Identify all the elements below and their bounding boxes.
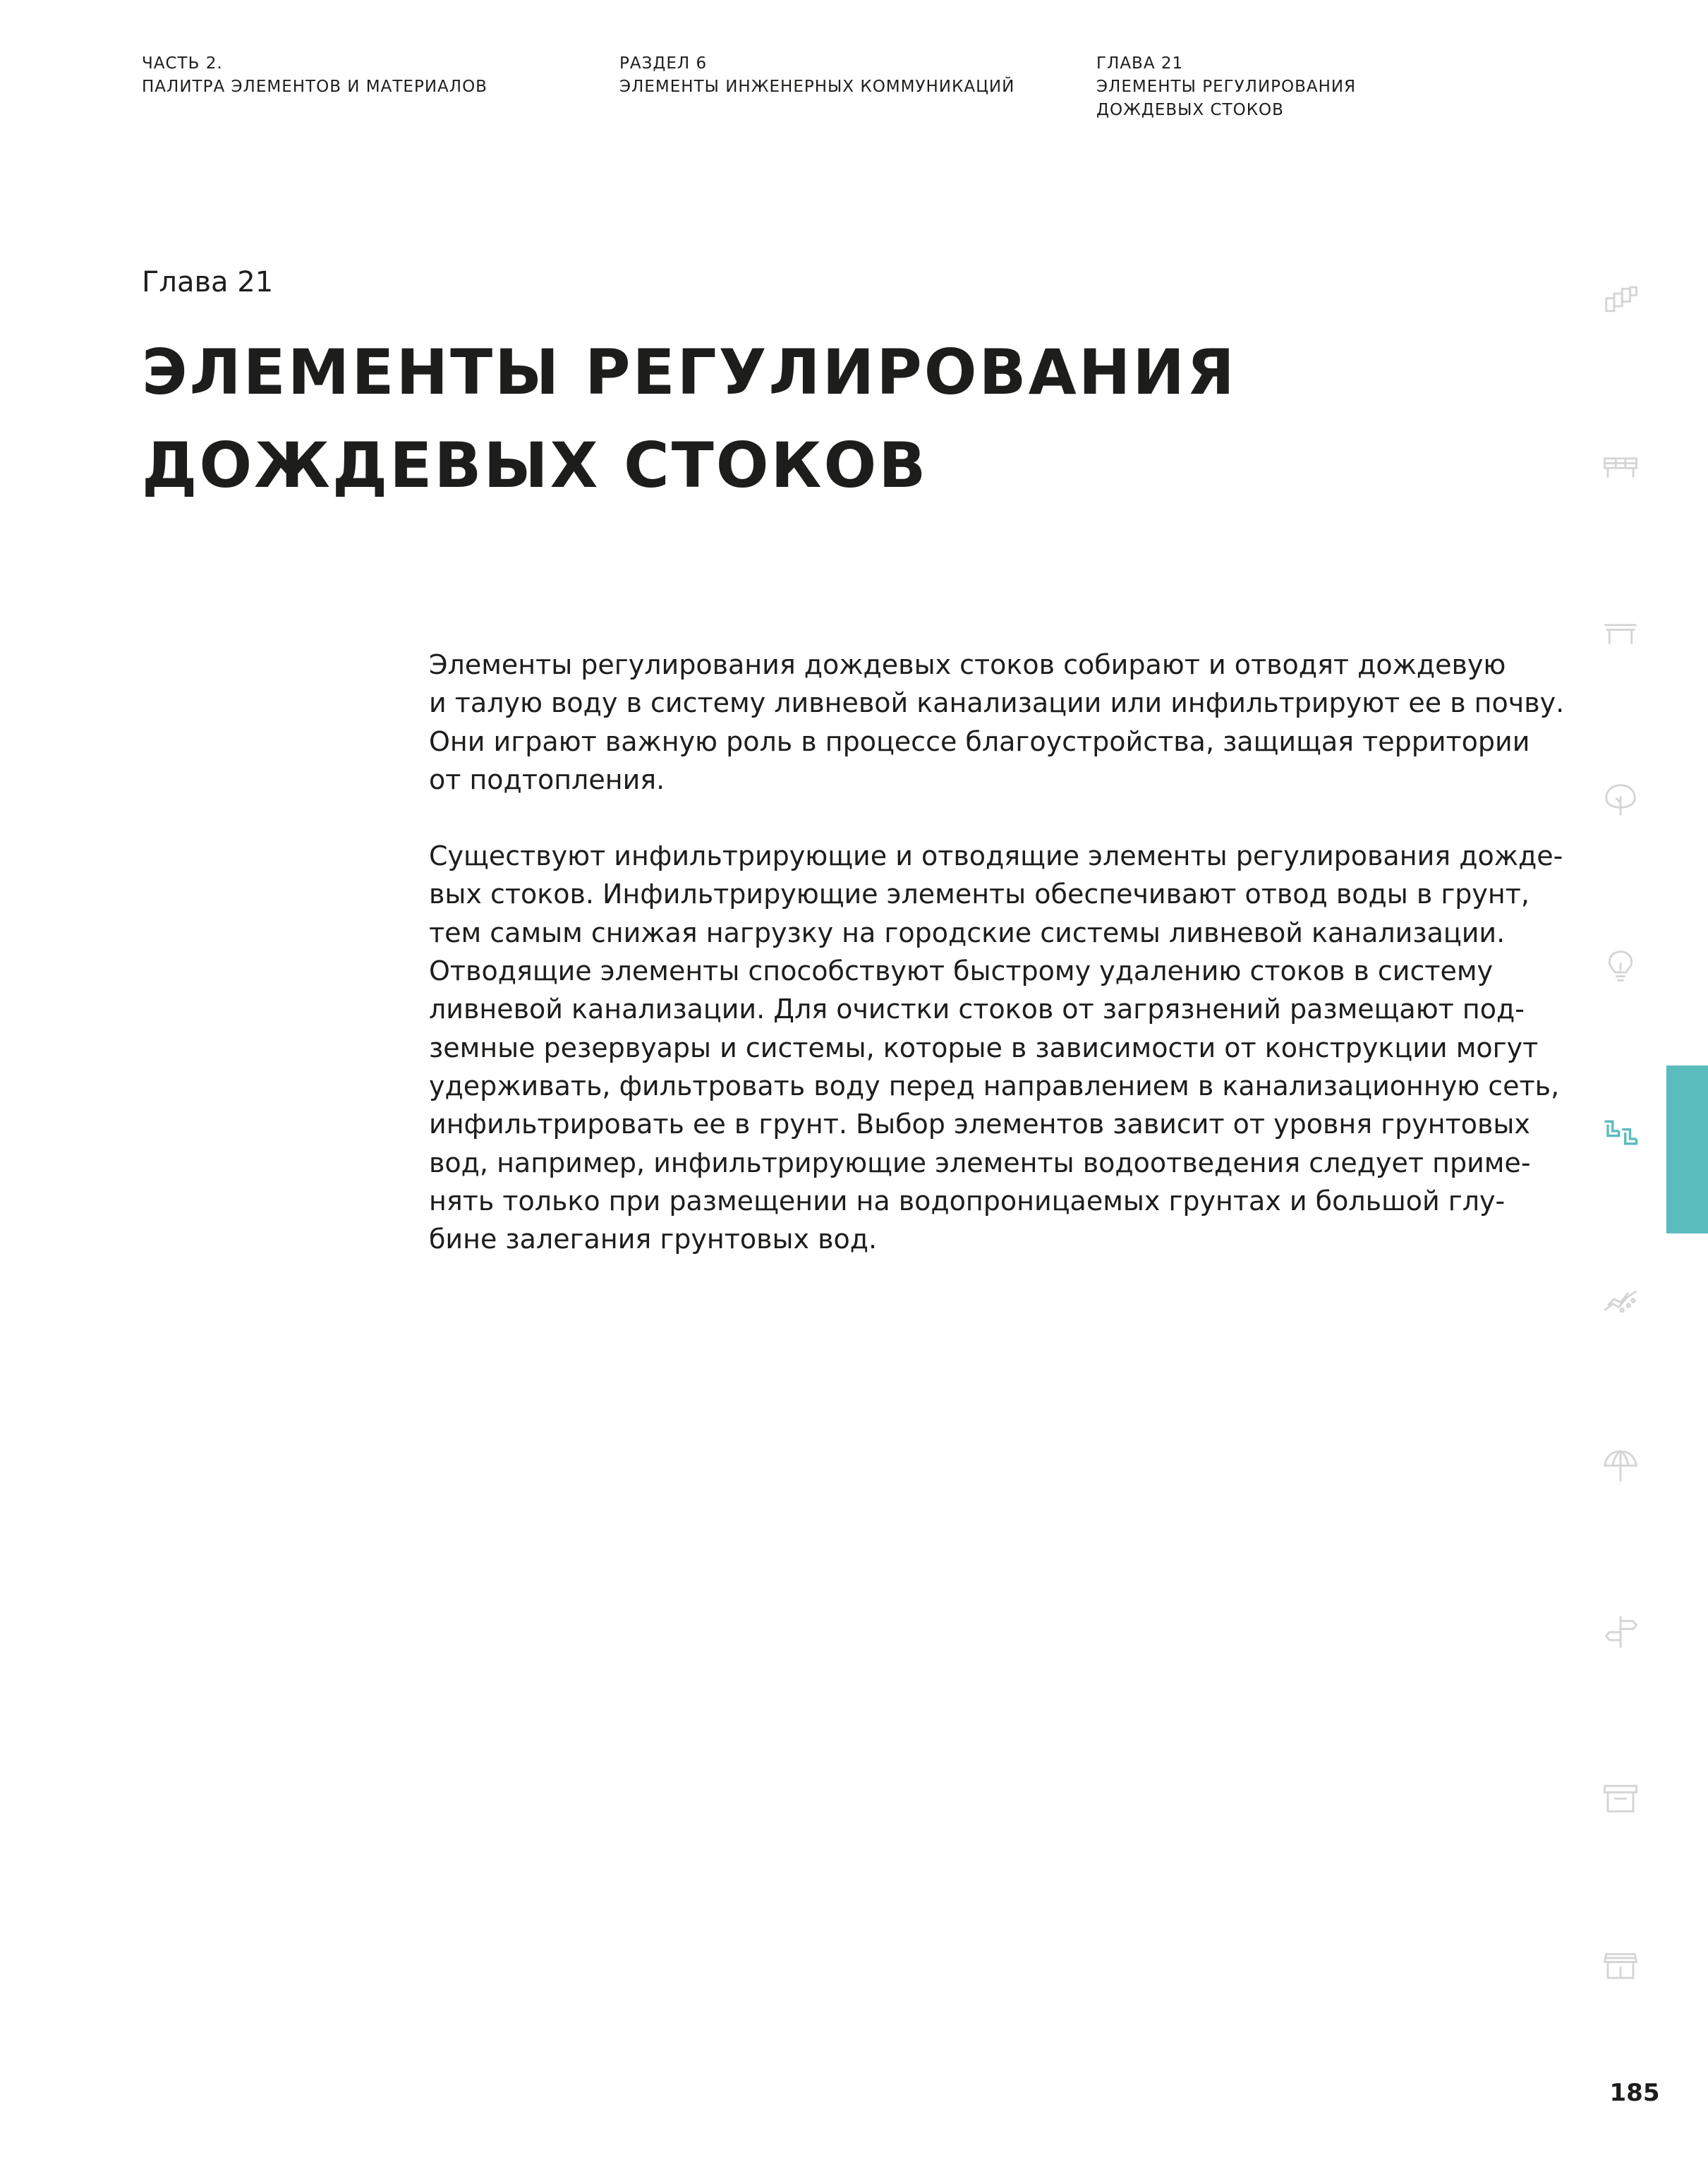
running-head-section-line1: РАЗДЕЛ 6 [619, 54, 708, 73]
text-line: вод, например, инфильтрирующие элементы водоотведения следует приме- [429, 1147, 1531, 1178]
chapter-title-line1: ЭЛЕМЕНТЫ РЕГУЛИРОВАНИЯ [142, 336, 1237, 409]
signpost-icon[interactable] [1596, 1607, 1645, 1657]
paragraph-intro [429, 646, 1565, 799]
active-section-tab[interactable] [1666, 1066, 1708, 1233]
bench-icon[interactable] [1596, 442, 1645, 491]
text-line: Элементы регулирования дождевых стоков собирают и отводят дождевую [429, 649, 1506, 680]
running-head-part [142, 52, 487, 99]
body-text [429, 646, 1565, 1296]
text-line: вых стоков. Инфильтрирующие элементы обеспечивают отвод воды в грунт, [429, 879, 1530, 910]
text-line: тем самым снижая нагрузку на городские системы ливневой канализации. [429, 917, 1506, 948]
lightbulb-icon[interactable] [1596, 941, 1645, 991]
kiosk-icon[interactable] [1596, 1940, 1645, 1990]
running-head-part-line1: ЧАСТЬ 2. [142, 54, 223, 73]
text-line: ливневой канализации. Для очистки стоков от загрязнений размещают под- [429, 994, 1525, 1025]
chapter-title [142, 326, 1341, 512]
text-line: удерживать, фильтровать воду перед направлением в канализационную сеть, [429, 1070, 1560, 1101]
table-icon[interactable] [1596, 608, 1645, 658]
text-line: земные резервуары и системы, которые в зависимости от конструкции могут [429, 1032, 1539, 1063]
text-line: инфильтрировать ее в грунт. Выбор элементов зависит от уровня грунтовых [429, 1109, 1530, 1140]
running-head-chapter-line1: ГЛАВА 21 [1096, 54, 1184, 73]
text-line: нять только при размещении на водопроницаемых грунтах и большой глу- [429, 1185, 1506, 1217]
chapter-label: Глава 21 [142, 266, 274, 298]
running-head-section-line2: ЭЛЕМЕНТЫ ИНЖЕНЕРНЫХ КОММУНИКАЦИЙ [619, 78, 1015, 96]
text-line: бине залегания грунтовых вод. [429, 1224, 878, 1255]
playground-icon[interactable] [1596, 1274, 1645, 1324]
chapter-title-line2: ДОЖДЕВЫХ СТОКОВ [142, 429, 928, 502]
running-head-chapter [1096, 52, 1356, 122]
running-head-chapter-line2: ЭЛЕМЕНТЫ РЕГУЛИРОВАНИЯ [1096, 78, 1357, 96]
paragraph-types [429, 837, 1563, 1258]
text-line: Они играют важную роль в процессе благоустройства, защищая территории [429, 725, 1530, 757]
running-head-part-line2: ПАЛИТРА ЭЛЕМЕНТОВ И МАТЕРИАЛОВ [142, 78, 487, 96]
text-line: Отводящие элементы способствуют быстрому удалению стоков в систему [429, 955, 1494, 987]
drainage-icon[interactable] [1596, 1108, 1645, 1157]
paving-blocks-icon[interactable] [1596, 275, 1645, 325]
text-line: от подтопления. [429, 763, 665, 795]
running-head-chapter-line3: ДОЖДЕВЫХ СТОКОВ [1096, 101, 1284, 119]
tree-icon[interactable] [1596, 775, 1645, 824]
text-line: и талую воду в систему ливневой канализации или инфильтрируют ее в почву. [429, 687, 1565, 719]
waste-bin-icon[interactable] [1596, 1774, 1645, 1823]
running-head-section [619, 52, 1014, 99]
umbrella-icon[interactable] [1596, 1441, 1645, 1490]
page-number: 185 [1609, 2079, 1660, 2107]
text-line: Существуют инфильтрирующие и отводящие элементы регулирования дожде- [429, 840, 1563, 872]
